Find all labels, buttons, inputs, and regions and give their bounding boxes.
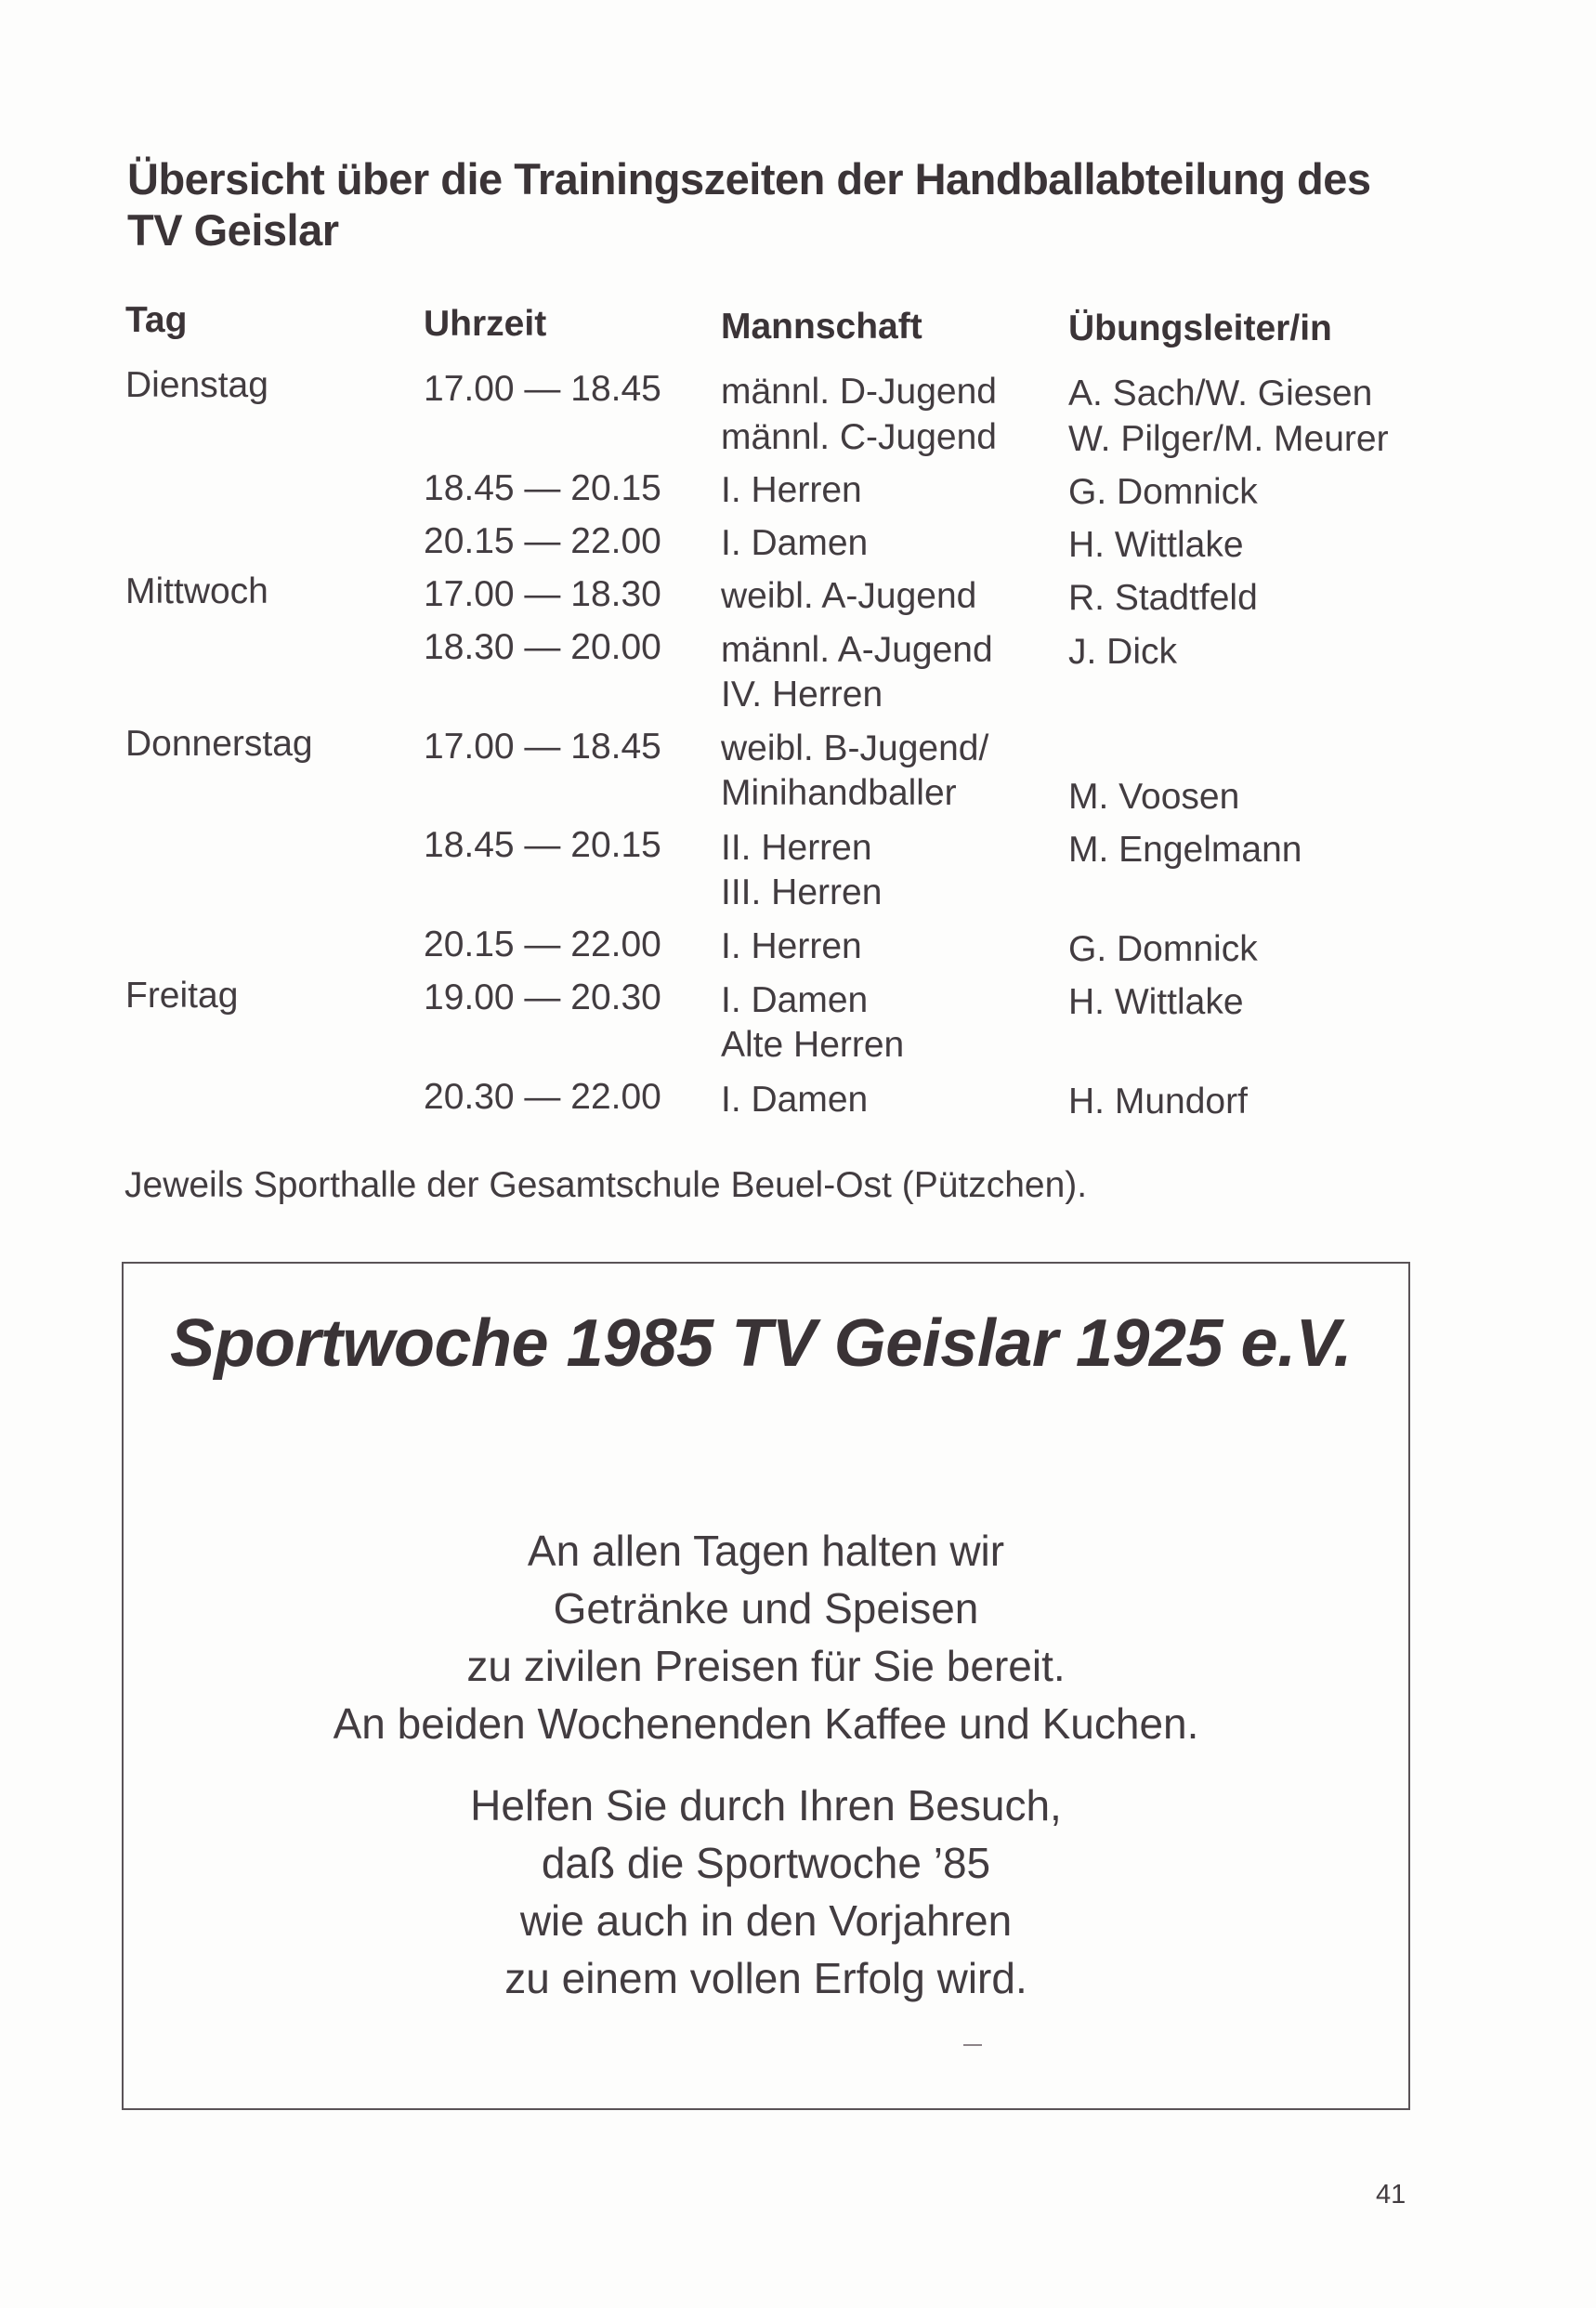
- row-day: Donnerstag: [125, 724, 313, 764]
- advert-paragraph-2: [124, 1777, 1408, 2007]
- advert-line: daß die Sportwoche ’85: [541, 1839, 991, 1887]
- row-coach: J. Dick: [1068, 632, 1177, 672]
- advert-line: An beiden Wochenenden Kaffee und Kuchen.: [333, 1699, 1199, 1748]
- row-time: 19.00 — 20.30: [424, 977, 661, 1017]
- row-coach: G. Domnick: [1068, 472, 1258, 512]
- row-day: Freitag: [125, 976, 239, 1016]
- row-time: 18.45 — 20.15: [424, 468, 661, 508]
- row-coach: M. Voosen: [1068, 777, 1240, 817]
- row-coach: M. Engelmann: [1068, 830, 1302, 870]
- row-time: 18.30 — 20.00: [424, 627, 661, 667]
- row-time: 17.00 — 18.45: [424, 727, 661, 767]
- advert-box: [122, 1262, 1410, 2110]
- row-team: IV. Herren: [721, 675, 883, 715]
- advert-line: An allen Tagen halten wir: [527, 1527, 1005, 1575]
- row-time: 17.00 — 18.30: [424, 574, 661, 614]
- row-team: I. Damen: [721, 980, 869, 1020]
- row-coach: G. Domnick: [1068, 929, 1258, 969]
- small-dash-divider: [963, 2044, 982, 2046]
- row-team: Minihandballer: [721, 773, 957, 813]
- row-day: Mittwoch: [125, 571, 268, 611]
- row-coach: H. Wittlake: [1068, 982, 1244, 1022]
- row-team: männl. D-Jugend: [721, 372, 997, 412]
- header-time: Uhrzeit: [424, 304, 547, 344]
- row-team: weibl. A-Jugend: [721, 576, 977, 616]
- row-time: 20.30 — 22.00: [424, 1077, 661, 1117]
- advert-line: zu einem vollen Erfolg wird.: [504, 1954, 1027, 2002]
- row-coach: R. Stadtfeld: [1068, 578, 1258, 618]
- page-heading: [127, 153, 1465, 256]
- header-day: Tag: [125, 300, 188, 340]
- row-coach: A. Sach/W. Giesen: [1068, 374, 1373, 413]
- row-team: weibl. B-Jugend/: [721, 728, 989, 768]
- advert-line: Getränke und Speisen: [553, 1584, 979, 1633]
- row-coach: H. Mundorf: [1068, 1082, 1248, 1121]
- row-team: III. Herren: [721, 872, 883, 912]
- page-number: 41: [1376, 2180, 1406, 2210]
- row-coach: H. Wittlake: [1068, 525, 1244, 565]
- advert-line: Helfen Sie durch Ihren Besuch,: [470, 1781, 1062, 1829]
- advert-line: zu zivilen Preisen für Sie bereit.: [466, 1642, 1066, 1690]
- header-team: Mannschaft: [721, 307, 922, 347]
- advert-paragraph-1: [124, 1522, 1408, 1752]
- row-team: männl. A-Jugend: [721, 630, 993, 670]
- row-coach: W. Pilger/M. Meurer: [1068, 419, 1389, 459]
- row-team: I. Herren: [721, 926, 862, 966]
- row-team: I. Herren: [721, 470, 862, 510]
- advert-title: Sportwoche 1985 TV Geislar 1925 e.V.: [170, 1306, 1353, 1381]
- advert-line: wie auch in den Vorjahren: [519, 1896, 1013, 1945]
- row-team: Alte Herren: [721, 1025, 905, 1065]
- row-time: 18.45 — 20.15: [424, 825, 661, 865]
- row-day: Dienstag: [125, 365, 268, 405]
- row-team: I. Damen: [721, 523, 869, 563]
- heading-line-1: Übersicht über die Trainingszeiten der Handballabteilung des: [127, 154, 1371, 203]
- row-time: 20.15 — 22.00: [424, 925, 661, 964]
- heading-line-2: TV Geislar: [127, 205, 339, 255]
- header-coach: Übungsleiter/in: [1068, 308, 1332, 348]
- row-time: 17.00 — 18.45: [424, 369, 661, 409]
- row-team: männl. C-Jugend: [721, 417, 997, 457]
- row-team: I. Damen: [721, 1080, 869, 1120]
- venue-note: Jeweils Sporthalle der Gesamtschule Beuel-Ost (Pützchen).: [124, 1165, 1088, 1205]
- row-team: II. Herren: [721, 828, 872, 868]
- row-time: 20.15 — 22.00: [424, 521, 661, 561]
